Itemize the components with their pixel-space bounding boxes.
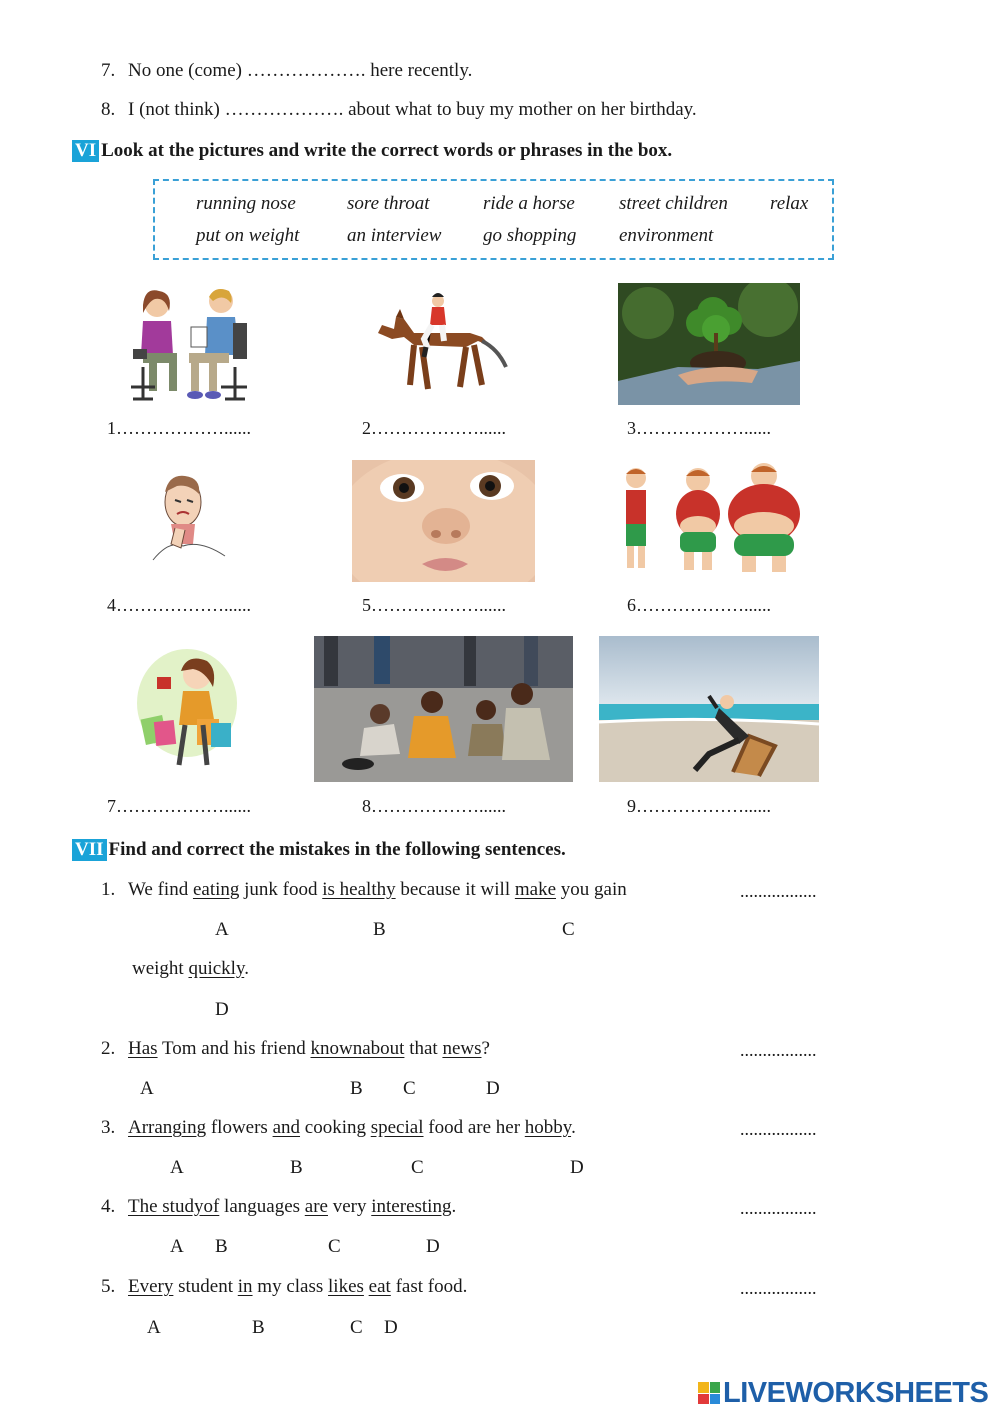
section-6-heading	[72, 140, 672, 162]
text-part: my class	[252, 1276, 329, 1297]
word-option: put on weight	[196, 225, 300, 246]
letter-d: D	[384, 1317, 398, 1338]
question-number: 2.	[101, 1038, 116, 1059]
interview-picture	[125, 283, 255, 405]
letter-d: D	[570, 1157, 584, 1178]
question-4	[101, 1196, 456, 1218]
text-part: languages	[219, 1196, 305, 1217]
underlined-b: is healthy	[322, 879, 396, 900]
underlined-b: and	[272, 1117, 301, 1138]
horse-rider-picture	[374, 289, 509, 399]
letter-a: A	[140, 1078, 154, 1099]
underlined-c: make	[514, 879, 557, 900]
letter-b: B	[373, 919, 386, 940]
text-part: junk food	[239, 879, 323, 900]
word-option: running nose	[196, 193, 296, 214]
underlined-d: quickly	[188, 958, 245, 979]
text-part: student	[173, 1276, 238, 1297]
section-badge: VII	[72, 839, 107, 861]
question-2	[101, 1038, 490, 1060]
environment-picture	[618, 283, 800, 405]
underlined-a: The study	[128, 1196, 204, 1217]
word-option: street children	[619, 193, 728, 214]
question-1	[101, 879, 627, 901]
text-part: weight	[132, 958, 189, 979]
shopping-picture	[135, 647, 238, 772]
text-part: flowers	[206, 1117, 273, 1138]
underlined-c: special	[370, 1117, 424, 1138]
underlined-c: likes	[328, 1276, 364, 1297]
letter-b: B	[215, 1236, 228, 1257]
word-box	[153, 179, 834, 260]
answer-blank-8[interactable]: 8………………......	[362, 796, 506, 816]
text-part: Tom and his friend	[157, 1038, 311, 1059]
text-part: ?	[481, 1038, 490, 1059]
question-number: 5.	[101, 1276, 116, 1297]
weight-gain-picture	[612, 460, 804, 582]
letter-d: D	[486, 1078, 500, 1099]
question-number: 3.	[101, 1117, 116, 1138]
letter-b: B	[290, 1157, 303, 1178]
text-part: that	[404, 1038, 443, 1059]
underlined-a: eating	[192, 879, 240, 900]
answer-blank-4[interactable]: 4………………......	[107, 595, 251, 615]
underlined-a: Every	[128, 1276, 174, 1297]
answer-blank-5[interactable]: 5………………......	[362, 595, 506, 615]
item-number: 8.	[101, 99, 116, 120]
question-text	[128, 1276, 467, 1297]
text-part: very	[327, 1196, 372, 1217]
exercise-item-7	[101, 60, 472, 82]
section-title: Look at the pictures and write the correct words or phrases in the box.	[101, 140, 673, 161]
underlined-c: news	[442, 1038, 482, 1059]
word-option: ride a horse	[483, 193, 575, 214]
letter-c: C	[562, 919, 575, 940]
answer-blank-q3[interactable]: .................	[740, 1119, 817, 1139]
letter-a: A	[170, 1157, 184, 1178]
answer-blank-q2[interactable]: .................	[740, 1040, 817, 1060]
exercise-item-8	[101, 99, 697, 121]
logo-text: LIVEWORKSHEETS	[723, 1376, 989, 1409]
underlined-d: interesting	[371, 1196, 452, 1217]
item-text: No one (come) ………………. here recently.	[128, 60, 473, 81]
question-number: 1.	[101, 879, 116, 900]
text-part: cooking	[300, 1117, 371, 1138]
answer-blank-1[interactable]: 1………………......	[107, 418, 251, 438]
letter-c: C	[350, 1317, 363, 1338]
text-part: .	[462, 1276, 468, 1297]
question-number: 4.	[101, 1196, 116, 1217]
answer-blank-2[interactable]: 2………………......	[362, 418, 506, 438]
answer-blank-9[interactable]: 9………………......	[627, 796, 771, 816]
underlined-a: Has	[128, 1038, 158, 1059]
letter-b: B	[350, 1078, 363, 1099]
word-option: go shopping	[483, 225, 577, 246]
answer-blank-q5[interactable]: .................	[740, 1278, 817, 1298]
underlined-d: hobby	[524, 1117, 572, 1138]
word-option: environment	[619, 225, 714, 246]
letter-a: A	[170, 1236, 184, 1257]
underlined-a: Arranging	[128, 1117, 207, 1138]
underlined-b: in	[237, 1276, 253, 1297]
section-badge: VI	[72, 140, 99, 162]
underlined-b: knownabout	[310, 1038, 405, 1059]
word-option: relax	[770, 193, 809, 214]
letter-c: C	[403, 1078, 416, 1099]
question-text	[128, 879, 627, 900]
letter-a: A	[147, 1317, 161, 1338]
word-option: sore throat	[347, 193, 430, 214]
letter-d: D	[215, 999, 229, 1020]
letter-c: C	[328, 1236, 341, 1257]
underlined-b: of	[203, 1196, 220, 1217]
liveworksheets-logo	[698, 1376, 988, 1410]
word-option: an interview	[347, 225, 442, 246]
text-part: fast food	[390, 1276, 463, 1297]
relax-beach-picture	[599, 636, 819, 782]
text-part: you gain	[556, 879, 627, 900]
letter-a: A	[215, 919, 229, 940]
logo-icon	[698, 1382, 720, 1404]
question-5	[101, 1276, 467, 1298]
text-part: food are her	[423, 1117, 525, 1138]
question-text	[128, 1117, 576, 1138]
street-children-picture	[314, 636, 573, 782]
text-part: .	[451, 1196, 457, 1217]
answer-blank-3[interactable]: 3………………......	[627, 418, 771, 438]
sore-throat-picture	[149, 470, 229, 565]
question-text	[128, 1196, 456, 1217]
text-part: .	[244, 958, 249, 979]
answer-blank-7[interactable]: 7………………......	[107, 796, 251, 816]
question-1-continued	[132, 958, 249, 980]
text-part: .	[571, 1117, 576, 1138]
section-7-heading	[72, 839, 566, 861]
letter-d: D	[426, 1236, 440, 1257]
text-part: because it will	[395, 879, 515, 900]
question-text	[128, 1038, 490, 1059]
letter-b: B	[252, 1317, 265, 1338]
question-3	[101, 1117, 576, 1139]
answer-blank-6[interactable]: 6………………......	[627, 595, 771, 615]
running-nose-picture	[352, 460, 535, 582]
item-text: I (not think) ………………. about what to buy my mother on her birthday.	[128, 99, 697, 120]
underlined-c: are	[304, 1196, 328, 1217]
underlined-d: eat	[368, 1276, 391, 1297]
section-title: Find and correct the mistakes in the following sentences.	[108, 839, 566, 860]
item-number: 7.	[101, 60, 116, 81]
text-part: We find	[128, 879, 193, 900]
answer-blank-q1[interactable]: .................	[740, 881, 817, 901]
letter-c: C	[411, 1157, 424, 1178]
answer-blank-q4[interactable]: .................	[740, 1198, 817, 1218]
